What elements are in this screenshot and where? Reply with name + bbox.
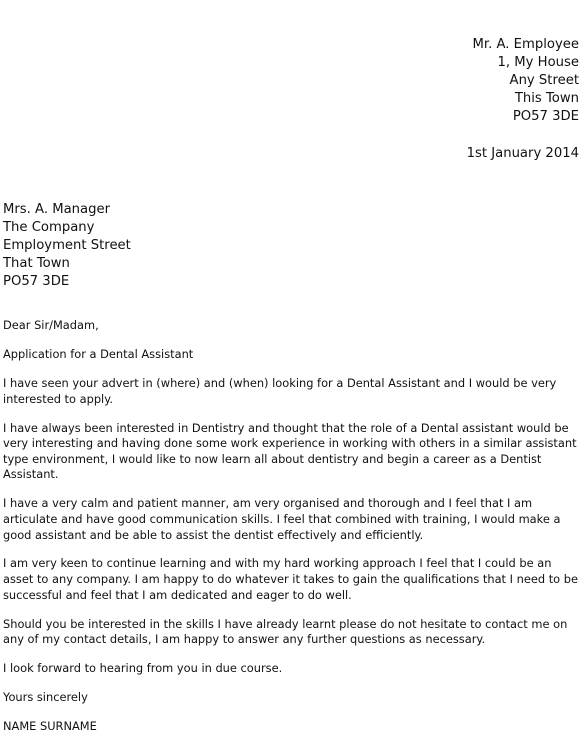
signature-name: NAME SURNAME: [3, 719, 97, 734]
recipient-street: Employment Street: [3, 238, 131, 253]
sender-town: This Town: [514, 91, 579, 106]
sender-postcode: PO57 3DE: [512, 109, 579, 124]
paragraph-closing-remark: I look forward to hearing from you in due course.: [3, 661, 283, 676]
paragraph-intro: I have seen your advert in (where) and (when) looking for a Dental Assistant and I would be very interested to apply.: [3, 375, 557, 406]
recipient-address: [3, 201, 131, 291]
subject-line: Application for a Dental Assistant: [3, 346, 194, 361]
sender-name: Mr. A. Employee: [472, 37, 579, 52]
salutation: Dear Sir/Madam,: [3, 318, 99, 332]
paragraph-motivation: I am very keen to continue learning and with my hard working approach I feel that I could be an asset to any company. I am happy to do whatever it takes to gain the qualifications that I need to be successful and feel that I am dedicated and eager to do well.: [3, 556, 578, 602]
recipient-name: Mrs. A. Manager: [3, 202, 111, 217]
paragraph-contact: Should you be interested in the skills I have already learnt please do not hesitate to contact me on any of my contact details, I am happy to answer any further questions as necessary.: [3, 616, 568, 647]
recipient-company: The Company: [3, 220, 95, 235]
sender-address-line1: 1, My House: [497, 55, 579, 70]
closing: Yours sincerely: [3, 690, 88, 705]
sender-address: [473, 36, 579, 126]
paragraph-interest: I have always been interested in Dentistry and thought that the role of a Dental assistant would be very interesting and having done some work experience in working with others in a similar assistant type environment, I would like to now learn all about dentistry and begin a career as a Dentist Assistant.: [3, 420, 577, 482]
sender-street: Any Street: [509, 73, 579, 88]
letter-date: 1st January 2014: [466, 146, 579, 161]
recipient-town: That Town: [3, 256, 70, 271]
letter-body: [3, 318, 579, 748]
recipient-postcode: PO57 3DE: [3, 274, 70, 289]
paragraph-skills: I have a very calm and patient manner, am very organised and thorough and I feel that I am articulate and have good communication skills. I feel that combined with training, I would make a good assistant and be able to assist the dentist effectively and efficiently.: [3, 496, 561, 542]
